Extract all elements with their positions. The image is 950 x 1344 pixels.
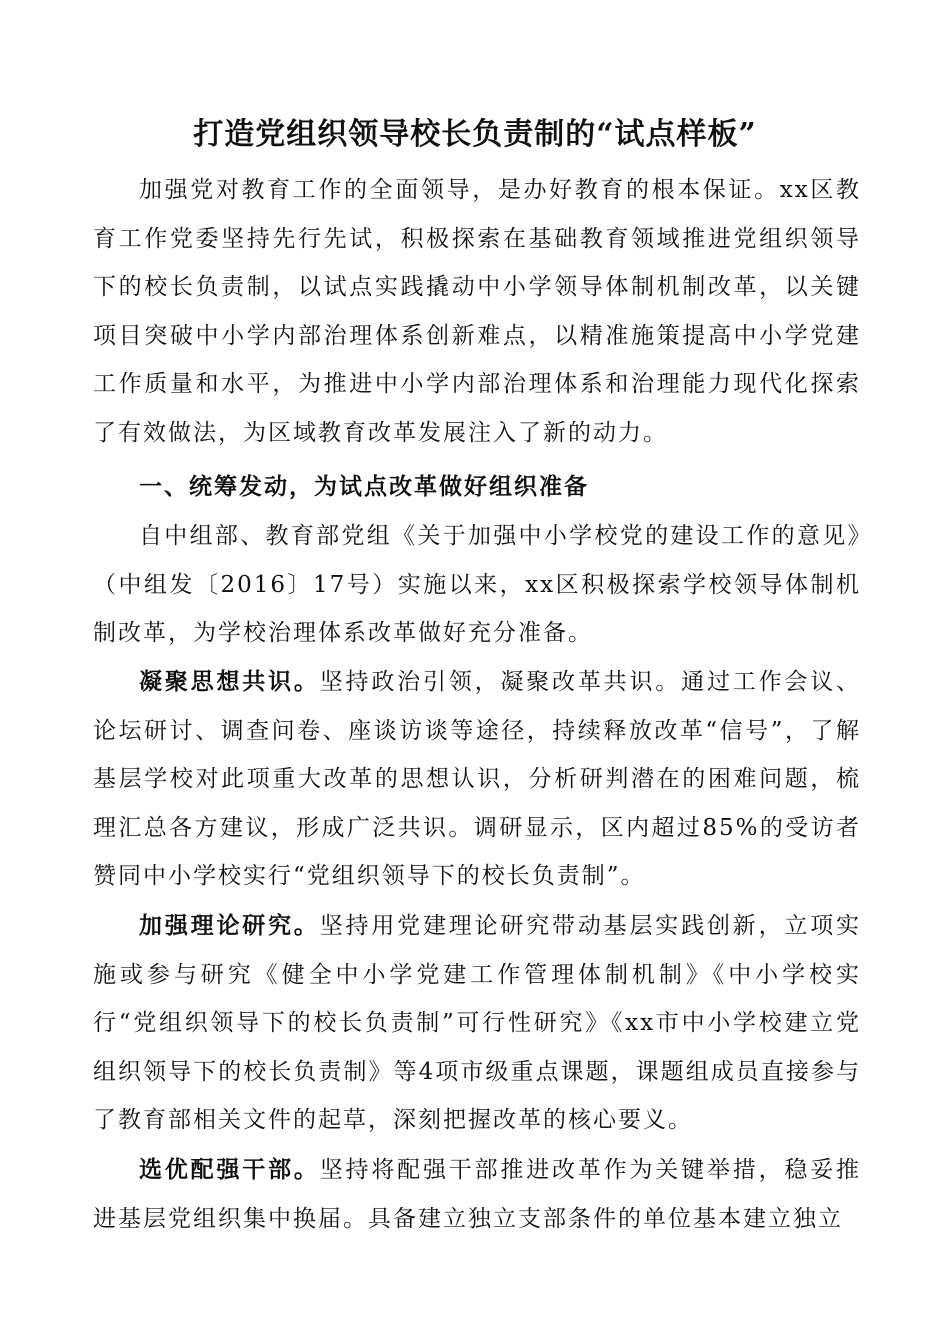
paragraph-lead: 选优配强干部。 — [139, 1156, 320, 1183]
paragraph-cadres — [93, 1146, 861, 1243]
intro-paragraph: 加强党对教育工作的全面领导，是办好教育的根本保证。xx区教育工作党委坚持先行先试，积极探索在基础教育领域推进党组织领导下的校长负责制，以试点实践撬动中小学领导体制机制改革，以关键项目突破中小学内部治理体系创新难点，以精准施策提高中小学党建工作质量和水平，为推进中小学内部治理体系和治理能力现代化探索了有效做法，为区域教育改革发展注入了新的动力。 — [93, 177, 861, 446]
paragraph-text: 坚持用党建理论研究带动基层实践创新，立项实施或参与研究《健全中小学党建工作管理体制机制》《中小学校实行“党组织领导下的校长负责制”可行性研究》《xx市中小学校建立党组织领导下的校长负责制》等4项市级重点课题，课题组成员直接参与了教育部相关文件的起草，深刻把握改革的核心要义。 — [93, 913, 862, 1133]
section-heading: 一、统筹发动，为试点改革做好组织准备 — [139, 473, 589, 500]
document-title: 打造党组织领导校长负责制的“试点样板” — [193, 117, 757, 152]
paragraph-lead: 凝聚思想共识。 — [139, 668, 320, 695]
paragraph-text: 坚持将配强干部推进改革作为关键举措，稳妥推进基层党组织集中换届。具备建立独立支部条件的单位基本建立独立 — [93, 1157, 862, 1232]
section-intro-paragraph: 自中组部、教育部党组《关于加强中小学校党的建设工作的意见》（中组发〔2016〕17号）实施以来，xx区积极探索学校领导体制机制改革，为学校治理体系改革做好充分准备。 — [93, 523, 861, 646]
paragraph-consensus — [93, 658, 861, 901]
paragraph-text: 坚持政治引领，凝聚改革共识。通过工作会议、论坛研讨、调查问卷、座谈访谈等途径，持续释放改革“信号”，了解基层学校对此项重大改革的思想认识，分析研判潜在的困难问题，梳理汇总各方建议，形成广泛共识。调研显示，区内超过85%的受访者赞同中小学校实行“党组织领导下的校长负责制”。 — [93, 669, 862, 889]
paragraph-lead: 加强理论研究。 — [139, 912, 320, 939]
paragraph-theory-research — [93, 902, 861, 1145]
